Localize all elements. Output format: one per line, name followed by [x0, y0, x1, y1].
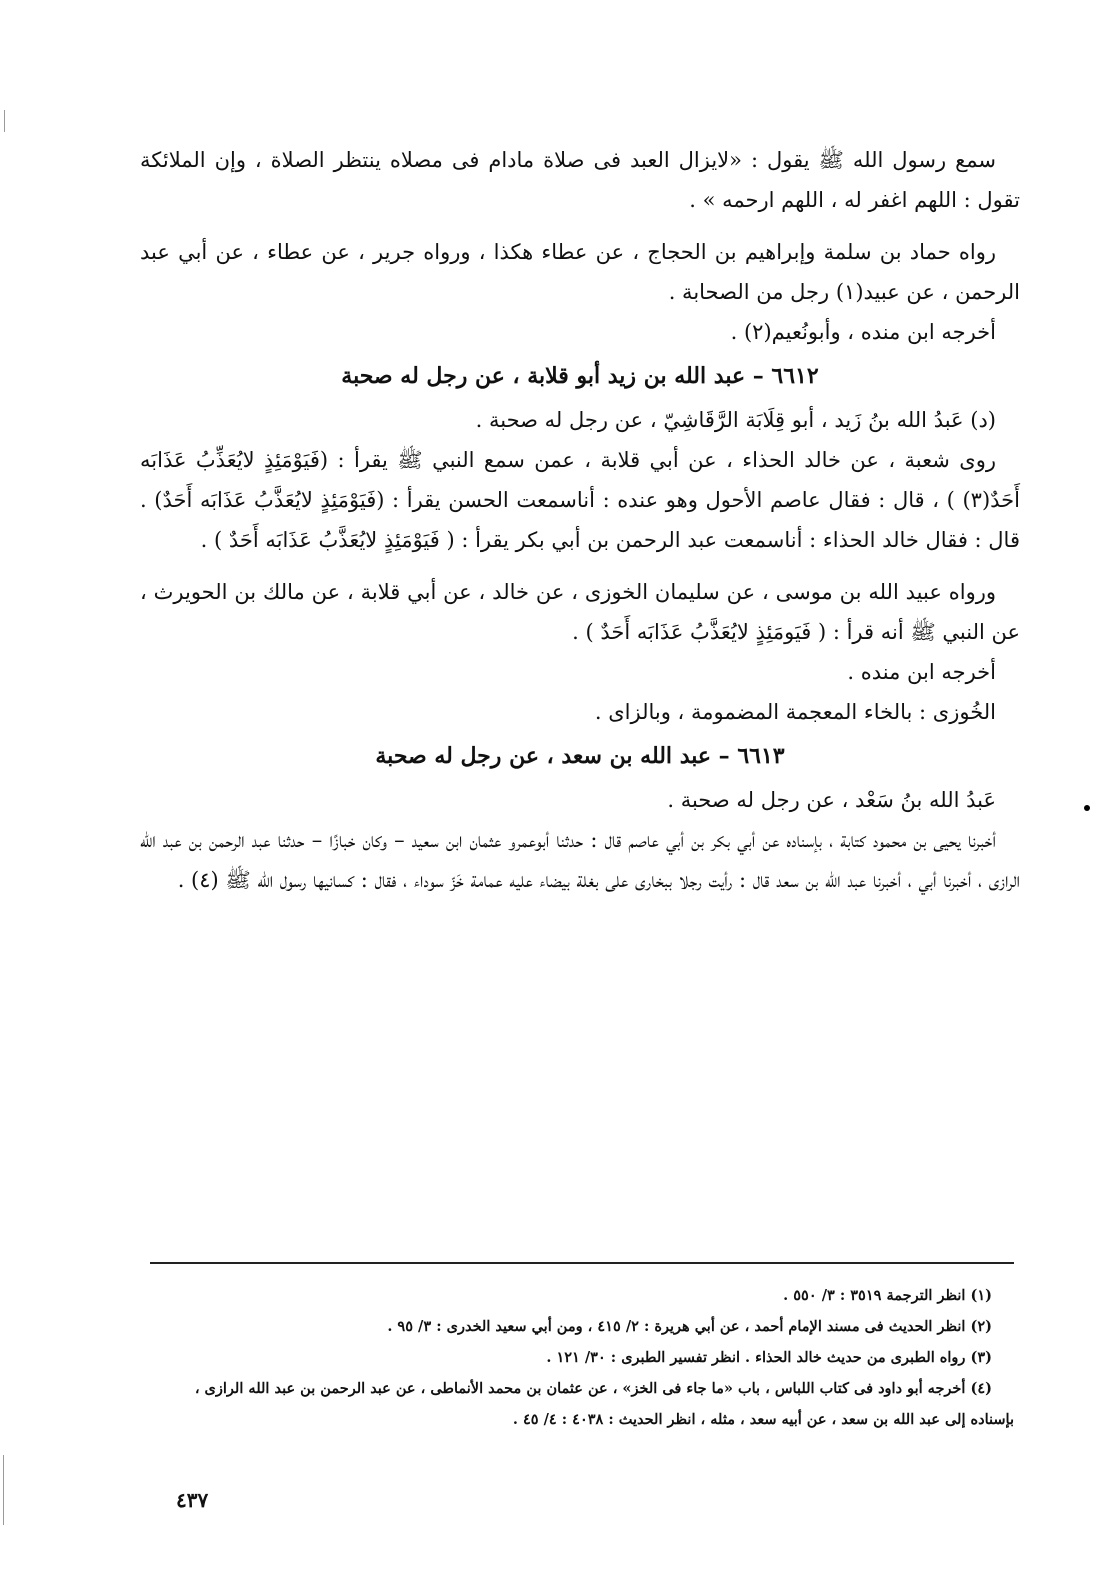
footnote-divider: [150, 1262, 1014, 1264]
paragraph-source-ibn-mandah-2: أخرجه ابن منده .: [847, 660, 996, 684]
footnotes: [150, 1280, 1014, 1435]
paragraph-narration-hammad: رواه حماد بن سلمة وإبراهيم بن الحجاج ، عن عطاء هكذا ، ورواه جرير ، عن عطاء ، عن أبي عبد الرحمن ، عن عبيد(١) رجل من الصحابة .: [140, 240, 1020, 304]
scan-edge-mark: [3, 1455, 4, 1525]
paragraph-source-ibn-mandah: أخرجه ابن منده ، وأبونُعيم(٢) .: [730, 320, 996, 344]
footnote-1: (١) انظر الترجمة ٣٥١٩ : ٣/ ٥٥٠ .: [783, 1287, 992, 1304]
scan-dot: [1084, 805, 1090, 811]
paragraph-abdullah-bin-zayd: (د) عَبدُ الله بنُ زَيد ، أبو قِلَابَة الرَّقَاشِيّ ، عن رجل له صحبة .: [475, 408, 996, 432]
paragraph-narration-yahya: أخبرنا يحيى بن محمود كتابة ، بإسناده عن أبي بكر بن أبي عاصم قال : حدثنا أبوعمرو عثمان ابن سعيد – وكان خبازًا – حدثنا عبد الرحمن بن عبد الله الرازى ، أخبرنا أبي ، أخبرنا عبد الله بن سعد قال : رأيت رجلا ببخارى على بغلة بيضاء عليه عمامة خَزّ سوداء ، فقال : كسانيها رسول الله ﷺ (٤) .: [140, 828, 1020, 892]
main-text: [140, 140, 1020, 900]
entry-heading-6613: ٦٦١٣ – عبد الله بن سعد ، عن رجل له صحبة: [375, 743, 785, 769]
entry-heading-6612: ٦٦١٢ – عبد الله بن زيد أبو قلابة ، عن رجل له صحبة: [341, 363, 819, 389]
footnote-2: (٢) انظر الحديث فى مسند الإمام أحمد ، عن أبي هريرة : ٢/ ٤١٥ ، ومن أبي سعيد الخدرى : ٣/ ٩٥ .: [387, 1318, 992, 1335]
footnote-3: (٣) رواه الطبرى من حديث خالد الحذاء . انظر تفسير الطبرى : ٣٠/ ١٢١ .: [546, 1349, 992, 1366]
paragraph-note-khuzi: الخُوزى : بالخاء المعجمة المضمومة ، وبالزاى .: [594, 700, 996, 724]
page-number: ٤٣٧: [176, 1488, 209, 1512]
paragraph-abdullah-bin-saad: عَبدُ الله بنُ سَعْد ، عن رجل له صحبة .: [667, 788, 996, 812]
paragraph-hadith-angels: سمع رسول الله ﷺ يقول : «لايزال العبد فى صلاة مادام فى مصلاه ينتظر الصلاة ، وإن الملائكة تقول : اللهم اغفر له ، اللهم ارحمه » .: [140, 148, 1020, 212]
paragraph-narration-ubaydullah: ورواه عبيد الله بن موسى ، عن سليمان الخوزى ، عن خالد ، عن أبي قلابة ، عن مالك بن الحويرث ، عن النبي ﷺ أنه قرأ : ( فَيَومَئِذٍ لايُعَذَّبُ عَذَابَه أَحَدٌ ) .: [140, 580, 1020, 644]
paragraph-narration-shuba: روى شعبة ، عن خالد الحذاء ، عن أبي قلابة ، عمن سمع النبي ﷺ يقرأ : (فَيَوْمَئِذٍ لايُعَذِّبُ عَذَابَه أَحَدٌ(٣) ) ، قال : فقال عاصم الأحول وهو عنده : أناسمعت الحسن يقرأ : (فَيَوْمَئِذٍ لايُعَذَّبُ عَذَابَه أَحَدٌ) . قال : فقال خالد الحذاء : أناسمعت عبد الرحمن بن أبي بكر يقرأ : ( فَيَوْمَئِذٍ لايُعَذَّبُ عَذَابَه أَحَدٌ ) .: [140, 448, 1020, 552]
scan-edge-mark: [4, 110, 5, 132]
footnote-4: (٤) أخرجه أبو داود فى كتاب اللباس ، باب «ما جاء فى الخز» ، عن عثمان بن محمد الأنماطى ، عن عبد الرحمن بن عبد الله الرازى ، بإسناده إلى عبد الله بن سعد ، عن أبيه سعد ، مثله ، انظر الحديث : ٤٠٣٨ : ٤/ ٤٥ .: [194, 1380, 1014, 1428]
